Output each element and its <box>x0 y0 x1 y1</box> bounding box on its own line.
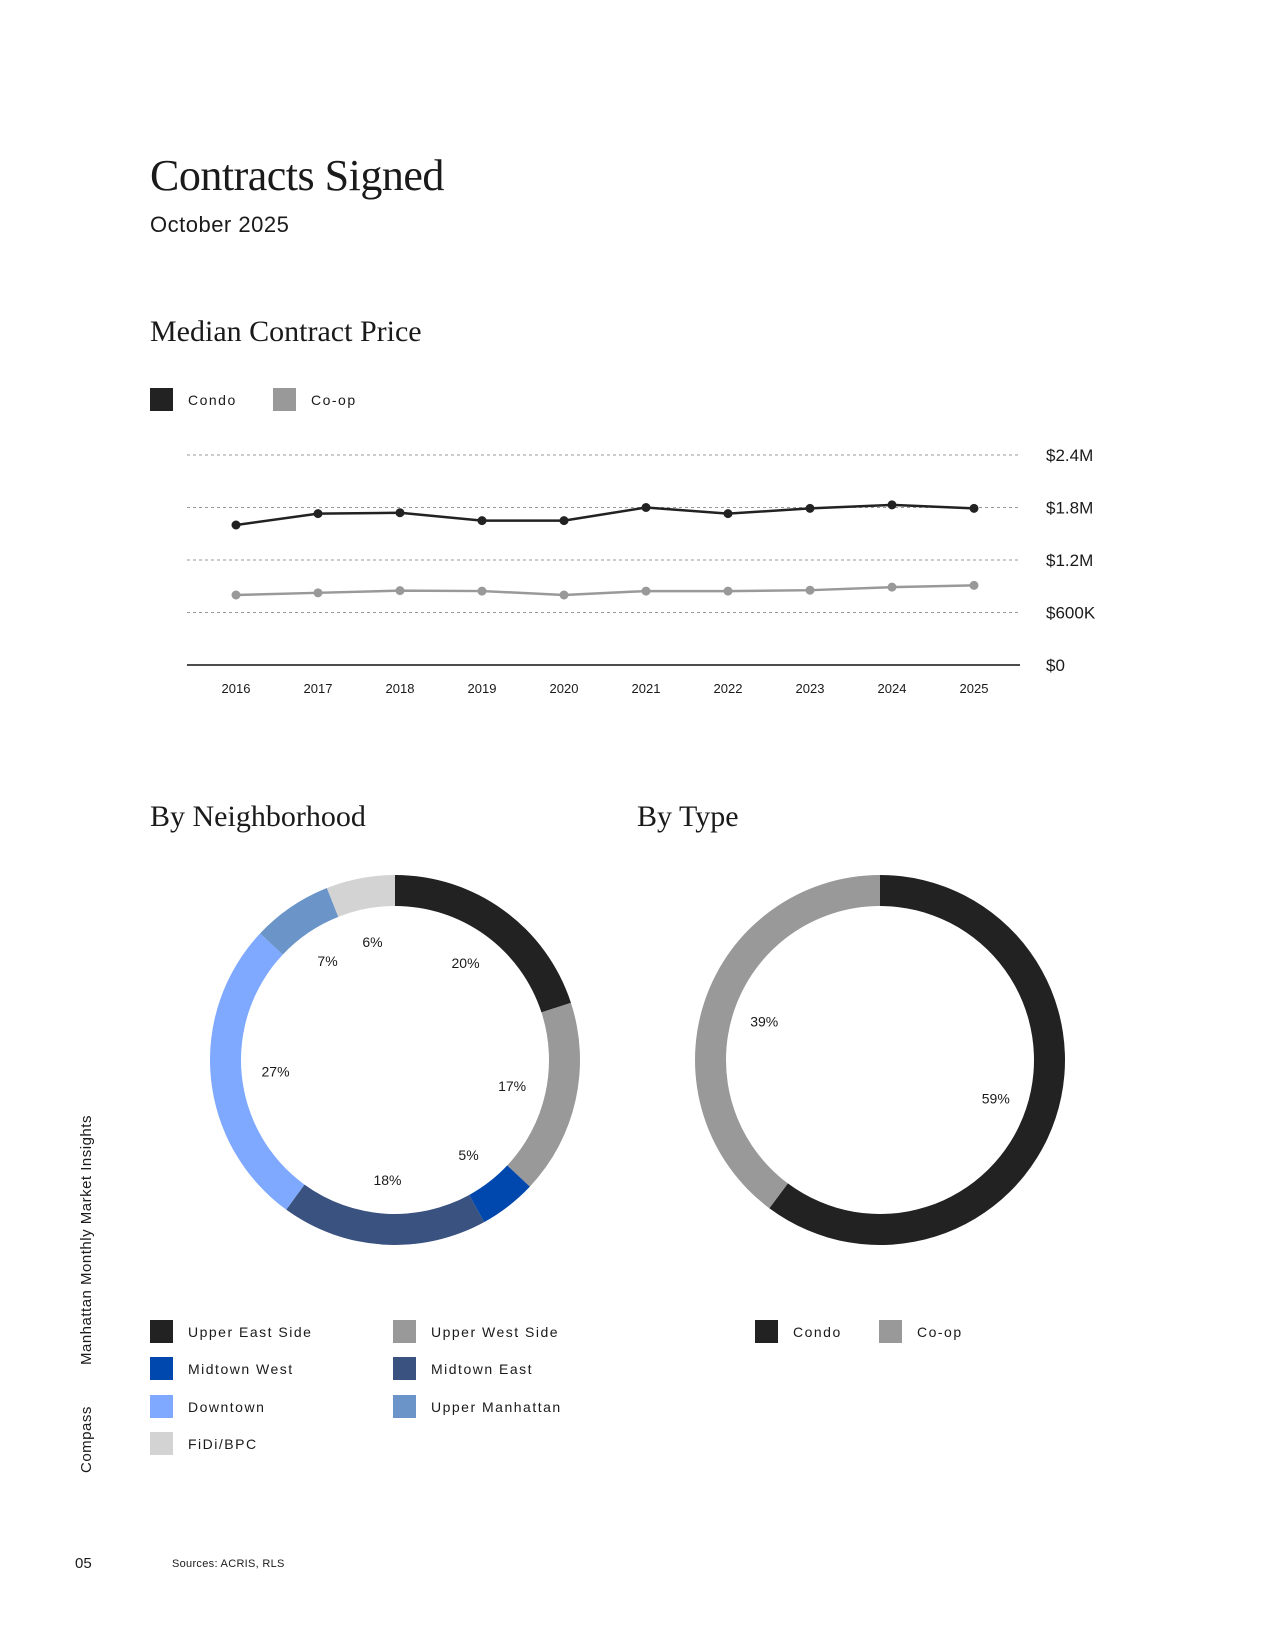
legend-type-coop <box>879 1320 963 1343</box>
swatch-fidi-bpc <box>150 1432 173 1455</box>
data-point <box>478 587 487 596</box>
x-tick-label: 2017 <box>303 681 333 696</box>
page-number: 05 <box>75 1555 92 1572</box>
coop-swatch <box>273 388 296 411</box>
data-point <box>806 504 815 513</box>
report-name-vertical: Manhattan Monthly Market Insights <box>78 1115 95 1365</box>
x-tick-label: 2016 <box>221 681 251 696</box>
slice-label-condo: 59% <box>981 1090 1010 1107</box>
swatch-upper-west-side <box>393 1320 416 1343</box>
legend-label: Condo <box>793 1323 842 1340</box>
slice-label-upper-west-side: 17% <box>498 1078 527 1095</box>
data-point <box>724 509 733 518</box>
type-chart-title: By Type <box>637 800 739 833</box>
sources-note: Sources: ACRIS, RLS <box>172 1558 285 1570</box>
data-point <box>396 586 405 595</box>
line-legend-condo <box>150 388 237 411</box>
legend-midtown-west <box>150 1357 294 1380</box>
neighborhood-donut-chart <box>200 865 590 1255</box>
swatch-midtown-west <box>150 1357 173 1380</box>
data-point <box>724 587 733 596</box>
legend-downtown <box>150 1395 265 1418</box>
y-tick-label: $2.4M <box>1046 446 1094 465</box>
swatch-downtown <box>150 1395 173 1418</box>
slice-label-fidi-bpc: 6% <box>362 934 383 951</box>
legend-upper-manhattan <box>393 1395 562 1418</box>
brand-name-vertical: Compass <box>78 1406 95 1473</box>
data-point <box>314 588 323 597</box>
x-tick-label: 2025 <box>959 681 989 696</box>
x-tick-label: 2019 <box>467 681 497 696</box>
slice-condo <box>769 875 1065 1245</box>
y-tick-label: $600K <box>1046 603 1096 623</box>
legend-label: Midtown East <box>431 1360 534 1377</box>
legend-label: Co-op <box>917 1323 963 1340</box>
data-point <box>232 591 241 600</box>
slice-label-upper-east-side: 20% <box>451 954 480 971</box>
y-tick-label: $0 <box>1046 656 1065 675</box>
data-point <box>888 500 897 509</box>
legend-upper-west-side <box>393 1320 559 1343</box>
x-tick-label: 2024 <box>877 681 907 696</box>
legend-midtown-east <box>393 1357 533 1380</box>
line-chart-title: Median Contract Price <box>150 315 422 348</box>
legend-label: Downtown <box>188 1398 266 1415</box>
legend-fidi-bpc <box>150 1432 258 1455</box>
legend-label: Upper Manhattan <box>431 1398 562 1415</box>
legend-label: Midtown West <box>188 1360 294 1377</box>
x-tick-label: 2018 <box>385 681 415 696</box>
data-point <box>478 516 487 525</box>
swatch-upper-manhattan <box>393 1395 416 1418</box>
x-tick-label: 2022 <box>713 681 743 696</box>
data-point <box>970 504 979 513</box>
slice-label-co-op: 39% <box>750 1013 779 1030</box>
data-point <box>888 583 897 592</box>
x-tick-label: 2021 <box>631 681 661 696</box>
x-tick-label: 2020 <box>549 681 579 696</box>
legend-upper-east-side <box>150 1320 312 1343</box>
line-legend-coop <box>273 388 357 411</box>
type-donut-chart <box>685 865 1075 1255</box>
legend-label: Upper East Side <box>188 1323 313 1340</box>
legend-type-condo <box>755 1320 842 1343</box>
data-point <box>232 521 241 530</box>
data-point <box>314 509 323 518</box>
slice-upper-east-side <box>395 875 571 1012</box>
data-point <box>396 508 405 517</box>
series-line-condo <box>236 505 974 525</box>
swatch-upper-east-side <box>150 1320 173 1343</box>
slice-co-op <box>695 875 880 1208</box>
page-title: Contracts Signed <box>150 151 444 200</box>
legend-label: Upper West Side <box>431 1323 560 1340</box>
slice-label-midtown-west: 5% <box>458 1146 479 1163</box>
slice-upper-west-side <box>507 1003 580 1187</box>
slice-label-upper-manhattan: 7% <box>317 952 338 969</box>
slice-fidi-bpc <box>327 875 395 917</box>
data-point <box>642 503 651 512</box>
swatch-type-coop <box>879 1320 902 1343</box>
line-legend-coop-label: Co-op <box>311 391 357 408</box>
condo-swatch <box>150 388 173 411</box>
line-legend-condo-label: Condo <box>188 391 237 408</box>
neighborhood-chart-title: By Neighborhood <box>150 800 366 833</box>
slice-label-downtown: 27% <box>261 1063 290 1080</box>
data-point <box>560 591 569 600</box>
data-point <box>806 586 815 595</box>
median-contract-price-chart <box>0 430 1275 710</box>
swatch-type-condo <box>755 1320 778 1343</box>
y-tick-label: $1.2M <box>1046 551 1094 570</box>
slice-downtown <box>210 933 304 1209</box>
slice-label-midtown-east: 18% <box>373 1171 402 1188</box>
data-point <box>642 587 651 596</box>
slice-midtown-east <box>286 1185 484 1245</box>
legend-label: FiDi/BPC <box>188 1435 258 1452</box>
series-line-co-op <box>236 585 974 595</box>
data-point <box>560 516 569 525</box>
page-subtitle: October 2025 <box>150 212 290 237</box>
swatch-midtown-east <box>393 1357 416 1380</box>
data-point <box>970 581 979 590</box>
y-tick-label: $1.8M <box>1046 498 1094 518</box>
x-tick-label: 2023 <box>795 681 825 696</box>
